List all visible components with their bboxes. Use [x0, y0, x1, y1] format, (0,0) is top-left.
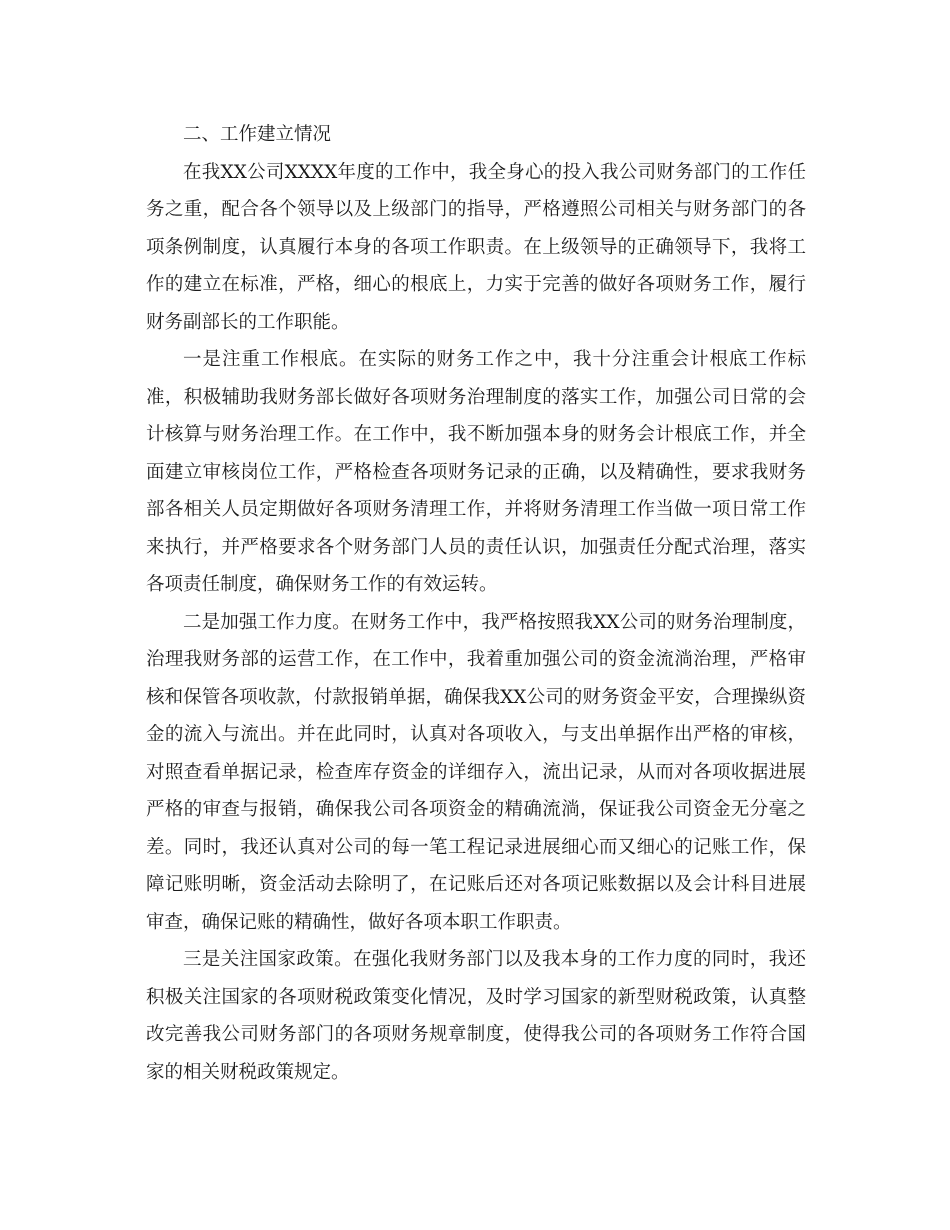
section-heading: 二、工作建立情况 [183, 124, 332, 145]
document-body [146, 116, 806, 1091]
paragraph-strength: 二是加强工作力度。在财务工作中，我严格按照我XX公司的财务治理制度，治理我财务部的运营工作，在工作中，我着重加强公司的资金流淌治理，严格审核和保管各项收款，付款报销单据，确保我XX公司的财务资金平安，合理操纵资金的流入与流出。并在此同时，认真对各项收入，与支出单据作出严格的审核，对照查看单据记录，检查库存资金的详细存入，流出记录，从而对各项收据进展严格的审查与报销，确保我公司各项资金的精确流淌，保证我公司资金无分毫之差。同时，我还认真对公司的每一笔工程记录进展细心而又细心的记账工作，保障记账明晰，资金活动去除明了，在记账后还对各项记账数据以及会计科目进展审查，确保记账的精确性，做好各项本职工作职责。 [146, 611, 806, 933]
paragraph-intro: 在我XX公司XXXX年度的工作中，我全身心的投入我公司财务部门的工作任务之重，配合各个领导以及上级部门的指导，严格遵照公司相关与财务部门的各项条例制度，认真履行本身的各项工作职责。在上级领导的正确领导下，我将工作的建立在标准，严格，细心的根底上，力实于完善的做好各项财务工作，履行财务副部长的工作职能。 [146, 161, 806, 333]
paragraph-policy: 三是关注国家政策。在强化我财务部门以及我本身的工作力度的同时，我还积极关注国家的各项财税政策变化情况，及时学习国家的新型财税政策，认真整改完善我公司财务部门的各项财务规章制度，使得我公司的各项财务工作符合国家的相关财税政策规定。 [146, 949, 806, 1083]
paragraph-foundation: 一是注重工作根底。在实际的财务工作之中，我十分注重会计根底工作标准，积极辅助我财务部长做好各项财务治理制度的落实工作，加强公司日常的会计核算与财务治理工作。在工作中，我不断加强本身的财务会计根底工作，并全面建立审核岗位工作，严格检查各项财务记录的正确，以及精确性，要求我财务部各相关人员定期做好各项财务清理工作，并将财务清理工作当做一项日常工作来执行，并严格要求各个财务部门人员的责任认识，加强责任分配式治理，落实各项责任制度，确保财务工作的有效运转。 [146, 349, 806, 595]
